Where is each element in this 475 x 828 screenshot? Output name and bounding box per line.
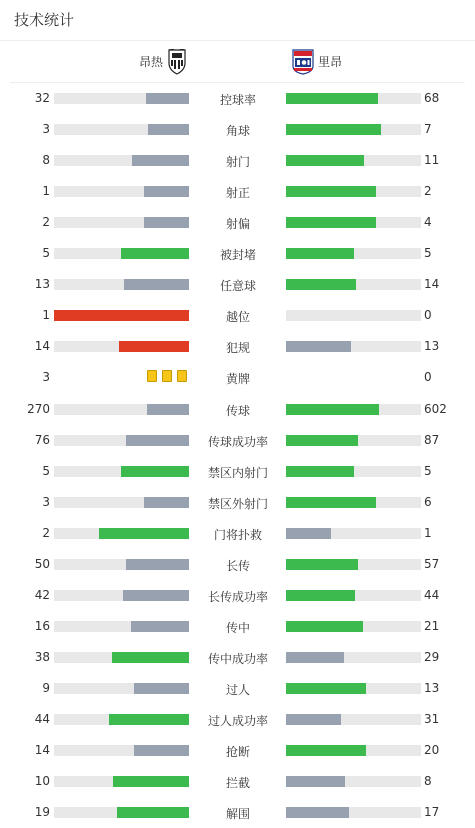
home-team-name: 昂热 <box>138 55 163 69</box>
away-stat-value: 44 <box>424 587 440 602</box>
home-stat-bar <box>148 124 189 135</box>
home-stat-bar <box>109 714 189 725</box>
away-stat-value: 5 <box>424 463 432 478</box>
home-stat-value: 3 <box>42 370 50 385</box>
stat-row <box>0 207 475 238</box>
stat-label: 任意球 <box>219 279 256 294</box>
away-stat-bar-track <box>286 341 421 352</box>
stat-row <box>0 269 475 300</box>
away-stat-bar <box>286 435 358 446</box>
stat-label: 长传成功率 <box>207 589 268 604</box>
away-stat-bar-track <box>286 310 421 321</box>
stat-label: 犯规 <box>225 341 250 356</box>
away-stat-bar-track <box>286 807 421 818</box>
home-stat-bar <box>121 248 189 259</box>
away-stat-value: 20 <box>424 743 440 758</box>
home-stat-value: 8 <box>42 153 50 168</box>
away-stat-value: 31 <box>424 712 440 726</box>
away-stat-bar <box>286 93 378 104</box>
away-stat-bar-track <box>286 528 421 539</box>
home-stat-value: 14 <box>34 339 50 354</box>
away-stat-bar <box>286 279 356 290</box>
stat-row <box>0 83 475 114</box>
home-stat-value: 32 <box>34 91 50 105</box>
stat-label: 越位 <box>225 310 250 325</box>
away-stat-bar-track <box>286 124 421 135</box>
home-stat-bar-track <box>54 466 189 477</box>
home-stat-bar-track <box>54 528 189 539</box>
away-stat-bar <box>286 528 331 539</box>
away-stat-bar-track <box>286 186 421 197</box>
away-stat-bar-track <box>286 279 421 290</box>
stat-row <box>0 549 475 580</box>
home-stat-bar <box>126 559 189 570</box>
home-stat-bar <box>134 745 189 756</box>
home-stat-value: 50 <box>34 556 50 571</box>
home-stat-value: 13 <box>34 277 50 292</box>
stat-row <box>0 580 475 611</box>
home-stat-bar <box>123 590 189 601</box>
away-stat-value: 13 <box>424 339 440 354</box>
stat-label: 传中成功率 <box>207 651 268 666</box>
home-stat-value: 9 <box>42 680 50 695</box>
away-stat-bar <box>286 621 363 632</box>
home-stat-value: 19 <box>34 805 50 820</box>
home-stat-bar-track <box>54 807 189 818</box>
stat-row <box>0 394 475 425</box>
away-stat-value: 21 <box>424 618 440 633</box>
away-stat-value: 0 <box>424 370 432 385</box>
home-stat-bar-track <box>54 652 189 663</box>
stat-label: 长传 <box>225 558 250 573</box>
home-stat-bar <box>54 310 189 321</box>
away-stat-bar <box>286 683 366 694</box>
away-stat-bar-track <box>286 404 421 415</box>
away-stat-bar <box>286 155 364 166</box>
away-stat-bar <box>286 248 354 259</box>
home-stat-bar-track <box>54 497 189 508</box>
away-stat-value: 6 <box>424 494 432 509</box>
away-stat-bar-track <box>286 683 421 694</box>
stat-label: 禁区外射门 <box>207 496 268 511</box>
home-stat-value: 5 <box>42 246 50 261</box>
home-stat-value: 1 <box>42 308 50 323</box>
away-stat-value: 1 <box>424 525 432 540</box>
home-stat-bar-track <box>54 341 189 352</box>
away-stat-value: 29 <box>424 649 440 664</box>
away-stat-bar <box>286 466 354 477</box>
home-stat-bar-track <box>54 559 189 570</box>
stat-row <box>0 487 475 518</box>
away-stat-bar-track <box>286 652 421 663</box>
stats-list <box>0 83 475 828</box>
home-stat-value: 1 <box>42 184 50 199</box>
stat-row <box>0 735 475 766</box>
away-stat-bar <box>286 652 344 663</box>
away-stat-bar-track <box>286 776 421 787</box>
home-stat-bar <box>144 497 189 508</box>
stat-label: 黄牌 <box>225 372 250 387</box>
stat-label: 传球 <box>225 403 250 418</box>
stat-row <box>0 176 475 207</box>
home-stat-bar-track <box>54 683 189 694</box>
away-stat-bar-track <box>286 559 421 570</box>
away-stat-bar-track <box>286 621 421 632</box>
home-team-logo-icon <box>166 49 188 79</box>
stat-label: 禁区内射门 <box>207 465 268 480</box>
home-stat-bar <box>117 807 189 818</box>
away-stat-bar <box>286 186 376 197</box>
home-stat-value: 5 <box>42 463 50 478</box>
header <box>0 0 475 41</box>
home-stat-bar <box>124 279 189 290</box>
home-stat-bar-track <box>54 279 189 290</box>
home-stat-bar <box>112 652 189 663</box>
stat-label: 射正 <box>225 186 250 201</box>
away-stat-value: 5 <box>424 246 432 261</box>
away-stat-bar <box>286 217 376 228</box>
yellow-card-icon <box>177 370 187 382</box>
stat-row <box>0 456 475 487</box>
home-stat-bar-track <box>54 404 189 415</box>
teams-header <box>10 41 465 83</box>
stat-row <box>0 425 475 456</box>
stat-label: 抢断 <box>225 745 250 760</box>
stat-row <box>0 331 475 362</box>
away-stat-bar-track <box>286 248 421 259</box>
away-stat-bar <box>286 559 358 570</box>
home-stat-bar-track <box>54 435 189 446</box>
away-stat-bar-track <box>286 745 421 756</box>
away-team-name: 里昂 <box>318 55 343 69</box>
away-stat-bar <box>286 497 376 508</box>
home-stat-value: 2 <box>42 215 50 230</box>
away-stat-bar <box>286 776 345 787</box>
stat-label: 解围 <box>225 807 250 822</box>
home-stat-bar-track <box>54 590 189 601</box>
home-stat-bar-track <box>54 93 189 104</box>
yellow-card-icon <box>162 370 172 382</box>
away-stat-bar <box>286 807 349 818</box>
away-stat-bar <box>286 124 381 135</box>
home-stat-bar <box>99 528 189 539</box>
home-stat-bar-track <box>54 621 189 632</box>
stat-label: 过人 <box>225 682 250 697</box>
home-stat-bar-track <box>54 155 189 166</box>
away-stat-value: 602 <box>424 401 447 416</box>
home-stat-value: 16 <box>34 618 50 633</box>
home-stat-value: 3 <box>42 122 50 137</box>
stat-row <box>0 114 475 145</box>
stat-label: 射偏 <box>225 217 250 232</box>
away-stat-value: 14 <box>424 277 440 292</box>
stat-label: 传中 <box>225 620 250 635</box>
home-stat-bar-track <box>54 310 189 321</box>
stat-row <box>0 362 475 393</box>
stat-label: 拦截 <box>225 776 250 791</box>
away-stat-bar-track <box>286 590 421 601</box>
away-stat-bar-track <box>286 93 421 104</box>
stat-label: 射门 <box>225 155 250 170</box>
home-stat-value: 2 <box>42 525 50 540</box>
stat-row <box>0 642 475 673</box>
home-stat-value: 76 <box>34 432 50 447</box>
away-stat-bar <box>286 590 355 601</box>
stat-row <box>0 797 475 828</box>
stat-row <box>0 766 475 797</box>
home-stat-value: 14 <box>34 743 50 758</box>
away-stat-value: 13 <box>424 680 440 695</box>
stat-label: 传球成功率 <box>207 434 268 449</box>
stat-label: 门将扑救 <box>213 527 262 542</box>
home-stat-bar-track <box>54 217 189 228</box>
home-stat-bar <box>144 186 189 197</box>
home-stat-bar <box>134 683 189 694</box>
yellow-cards <box>147 370 189 384</box>
home-stat-bar <box>147 404 189 415</box>
stat-row <box>0 238 475 269</box>
away-stat-value: 2 <box>424 184 432 199</box>
yellow-card-icon <box>147 370 157 382</box>
away-stat-bar-track <box>286 714 421 725</box>
away-stat-value: 57 <box>424 556 440 571</box>
home-stat-bar <box>132 155 189 166</box>
away-stat-bar <box>286 745 366 756</box>
away-stat-bar <box>286 714 341 725</box>
away-stat-value: 68 <box>424 91 440 105</box>
away-stat-bar-track <box>286 155 421 166</box>
stat-row <box>0 611 475 642</box>
home-stat-bar <box>146 93 189 104</box>
away-stat-value: 7 <box>424 122 432 137</box>
away-stat-bar <box>286 341 351 352</box>
stat-row <box>0 300 475 331</box>
page-title: 技术统计 <box>14 11 75 29</box>
home-stat-bar <box>121 466 189 477</box>
home-stat-value: 38 <box>34 649 50 664</box>
away-stat-bar <box>286 404 379 415</box>
away-stat-value: 87 <box>424 432 440 447</box>
home-stat-bar-track <box>54 186 189 197</box>
stat-row <box>0 673 475 704</box>
home-stat-value: 10 <box>34 774 50 789</box>
stat-row <box>0 145 475 176</box>
stat-row <box>0 704 475 735</box>
stat-row <box>0 518 475 549</box>
home-stat-bar-track <box>54 248 189 259</box>
away-team-logo-icon <box>291 49 315 79</box>
stat-label: 角球 <box>225 124 250 139</box>
home-stat-bar-track <box>54 124 189 135</box>
stat-label: 被封堵 <box>219 248 256 263</box>
away-stat-value: 11 <box>424 153 440 168</box>
home-stat-bar-track <box>54 745 189 756</box>
stat-label: 过人成功率 <box>207 714 268 728</box>
away-stat-value: 4 <box>424 215 432 230</box>
home-stat-value: 3 <box>42 494 50 509</box>
home-stat-value: 44 <box>34 712 50 726</box>
home-stat-value: 42 <box>34 587 50 602</box>
away-stat-value: 0 <box>424 308 432 323</box>
away-stat-value: 8 <box>424 774 432 789</box>
home-stat-bar-track <box>54 776 189 787</box>
away-stat-bar-track <box>286 466 421 477</box>
home-stat-bar <box>113 776 189 787</box>
away-stat-bar-track <box>286 435 421 446</box>
home-stat-bar <box>144 217 189 228</box>
away-stat-bar-track <box>286 497 421 508</box>
home-stat-value: 270 <box>27 401 50 416</box>
home-stat-bar-track <box>54 714 189 725</box>
away-stat-bar-track <box>286 217 421 228</box>
home-stat-bar <box>126 435 189 446</box>
stat-label: 控球率 <box>219 93 256 107</box>
away-stat-value: 17 <box>424 805 440 820</box>
home-stat-bar <box>119 341 189 352</box>
home-stat-bar <box>131 621 189 632</box>
